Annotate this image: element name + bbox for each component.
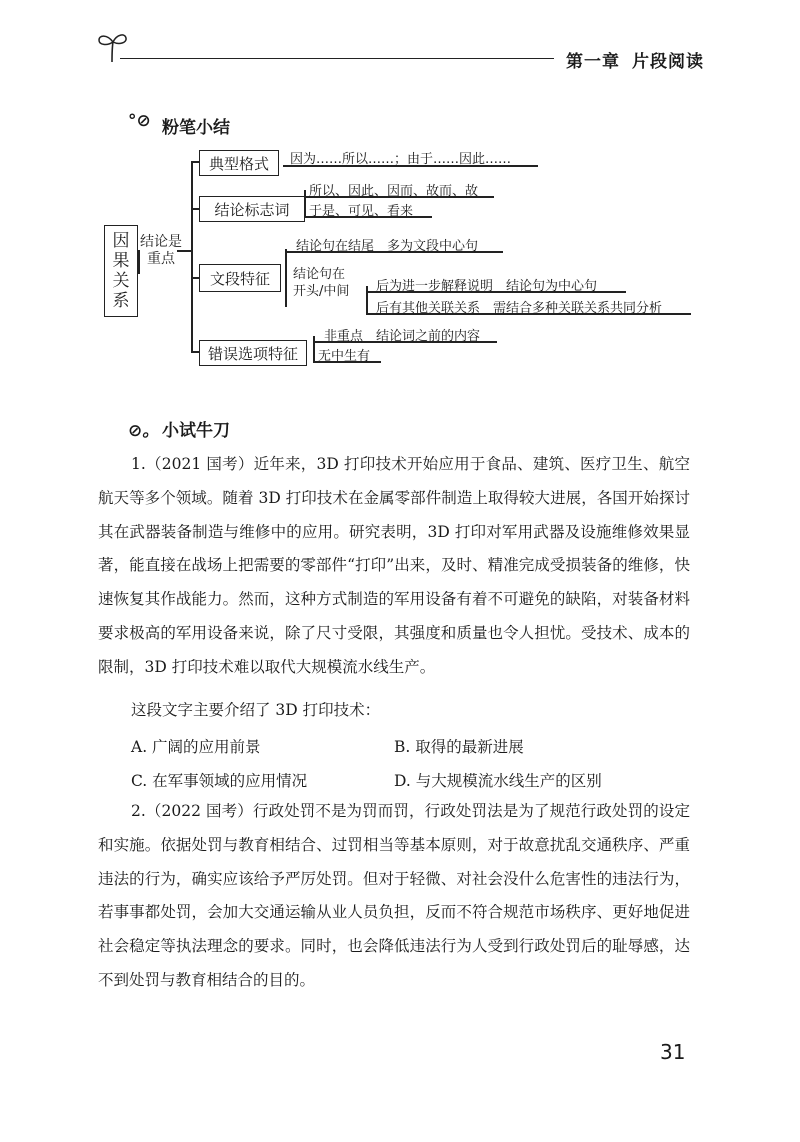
question-1-stem: 这段文字主要介绍了 3D 打印技术： [131,701,381,719]
mindmap-item: 非重点 结论词之前的内容 [324,329,481,344]
option-b: B. 取得的最新进展 [394,738,524,756]
question-1-text: 1.（2021 国考）近年来，3D 打印技术开始应用于食品、建筑、医疗卫生、航空航天等多个领域。随着 3D 打印技术在金属零部件制造上取得较大进展，各国开始探讨其在武器装备制造与维修中的应用。研究表明，3D 打印对军用武器及设施维修效果显著，能直接在战场上把需要的零部件“打印”出来，及时、精准完成受损装备的维修，快速恢复其作战能力。然而，这种方式制造的军用设备有着不可避免的缺陷，对装备材料要求极高的军用设备来说，除了尺寸受限，其强度和质量也令人担忧。受技术、成本的限制，3D 打印技术难以取代大规模流水线生产。 [98,455,690,676]
mindmap-item: 于是、可见、看来 [309,204,414,219]
branch-typical-format: 典型格式 [199,150,279,176]
chapter-label: 第一章 [566,52,620,72]
branch-marker-words: 结论标志词 [199,196,305,222]
summary-heading: 粉笔小结 [162,118,230,138]
mindmap-item: 所以、因此、因而、故而、故 [309,184,479,199]
mindmap-connector [285,249,287,307]
chalk-icon: °⊘ [128,111,151,131]
mindmap-item: 后为进一步解释说明 结论句为中心句 [376,279,598,294]
question-2-text: 2.（2022 国考）行政处罚不是为罚而罚，行政处罚法是为了规范行政处罚的设定和实施。依据处罚与教育相结合、过罚相当等基本原则，对于故意扰乱交通秩序、严重违法的行为，确实应该给予严厉处罚。但对于轻微、对社会没什么危害性的违法行为，若事事都处罚，会加大交通运输从业人员负担，反而不符合规范市场秩序、更好地促进社会稳定等执法理念的要求。同时，也会降低违法行为人受到行政处罚后的耻辱感，达不到处罚与教育相结合的目的。 [98,802,690,989]
mindmap-item: 结论句在结尾 多为文段中心句 [296,239,479,254]
header-rule [120,58,554,59]
mindmap-item: 后有其他关联关系 需结合多种关联关系共同分析 [376,301,663,316]
mindmap-root: 因 果 关 系 [104,225,138,317]
practice-heading: 小试牛刀 [162,421,230,441]
branch-passage-features: 文段特征 [199,264,281,292]
page-number: 31 [660,1040,686,1064]
branch-wrong-option-features: 错误选项特征 [199,340,307,366]
mindmap-center: 结论是 重点 [140,234,182,267]
practice-icon: ⊘。 [128,421,160,441]
chapter-title: 片段阅读 [632,52,704,72]
mindmap-connector [313,336,315,362]
option-d: D. 与大规模流水线生产的区别 [394,772,602,790]
mindmap-sub-label: 结论句在 开头/中间 [293,267,350,299]
mindmap-item: 因为……所以……；由于……因此…… [290,152,512,167]
option-c: C. 在军事领域的应用情况 [131,772,308,790]
option-a: A. 广阔的应用前景 [131,738,261,756]
mindmap-item: 无中生有 [318,349,371,364]
mindmap-connector [191,161,193,351]
